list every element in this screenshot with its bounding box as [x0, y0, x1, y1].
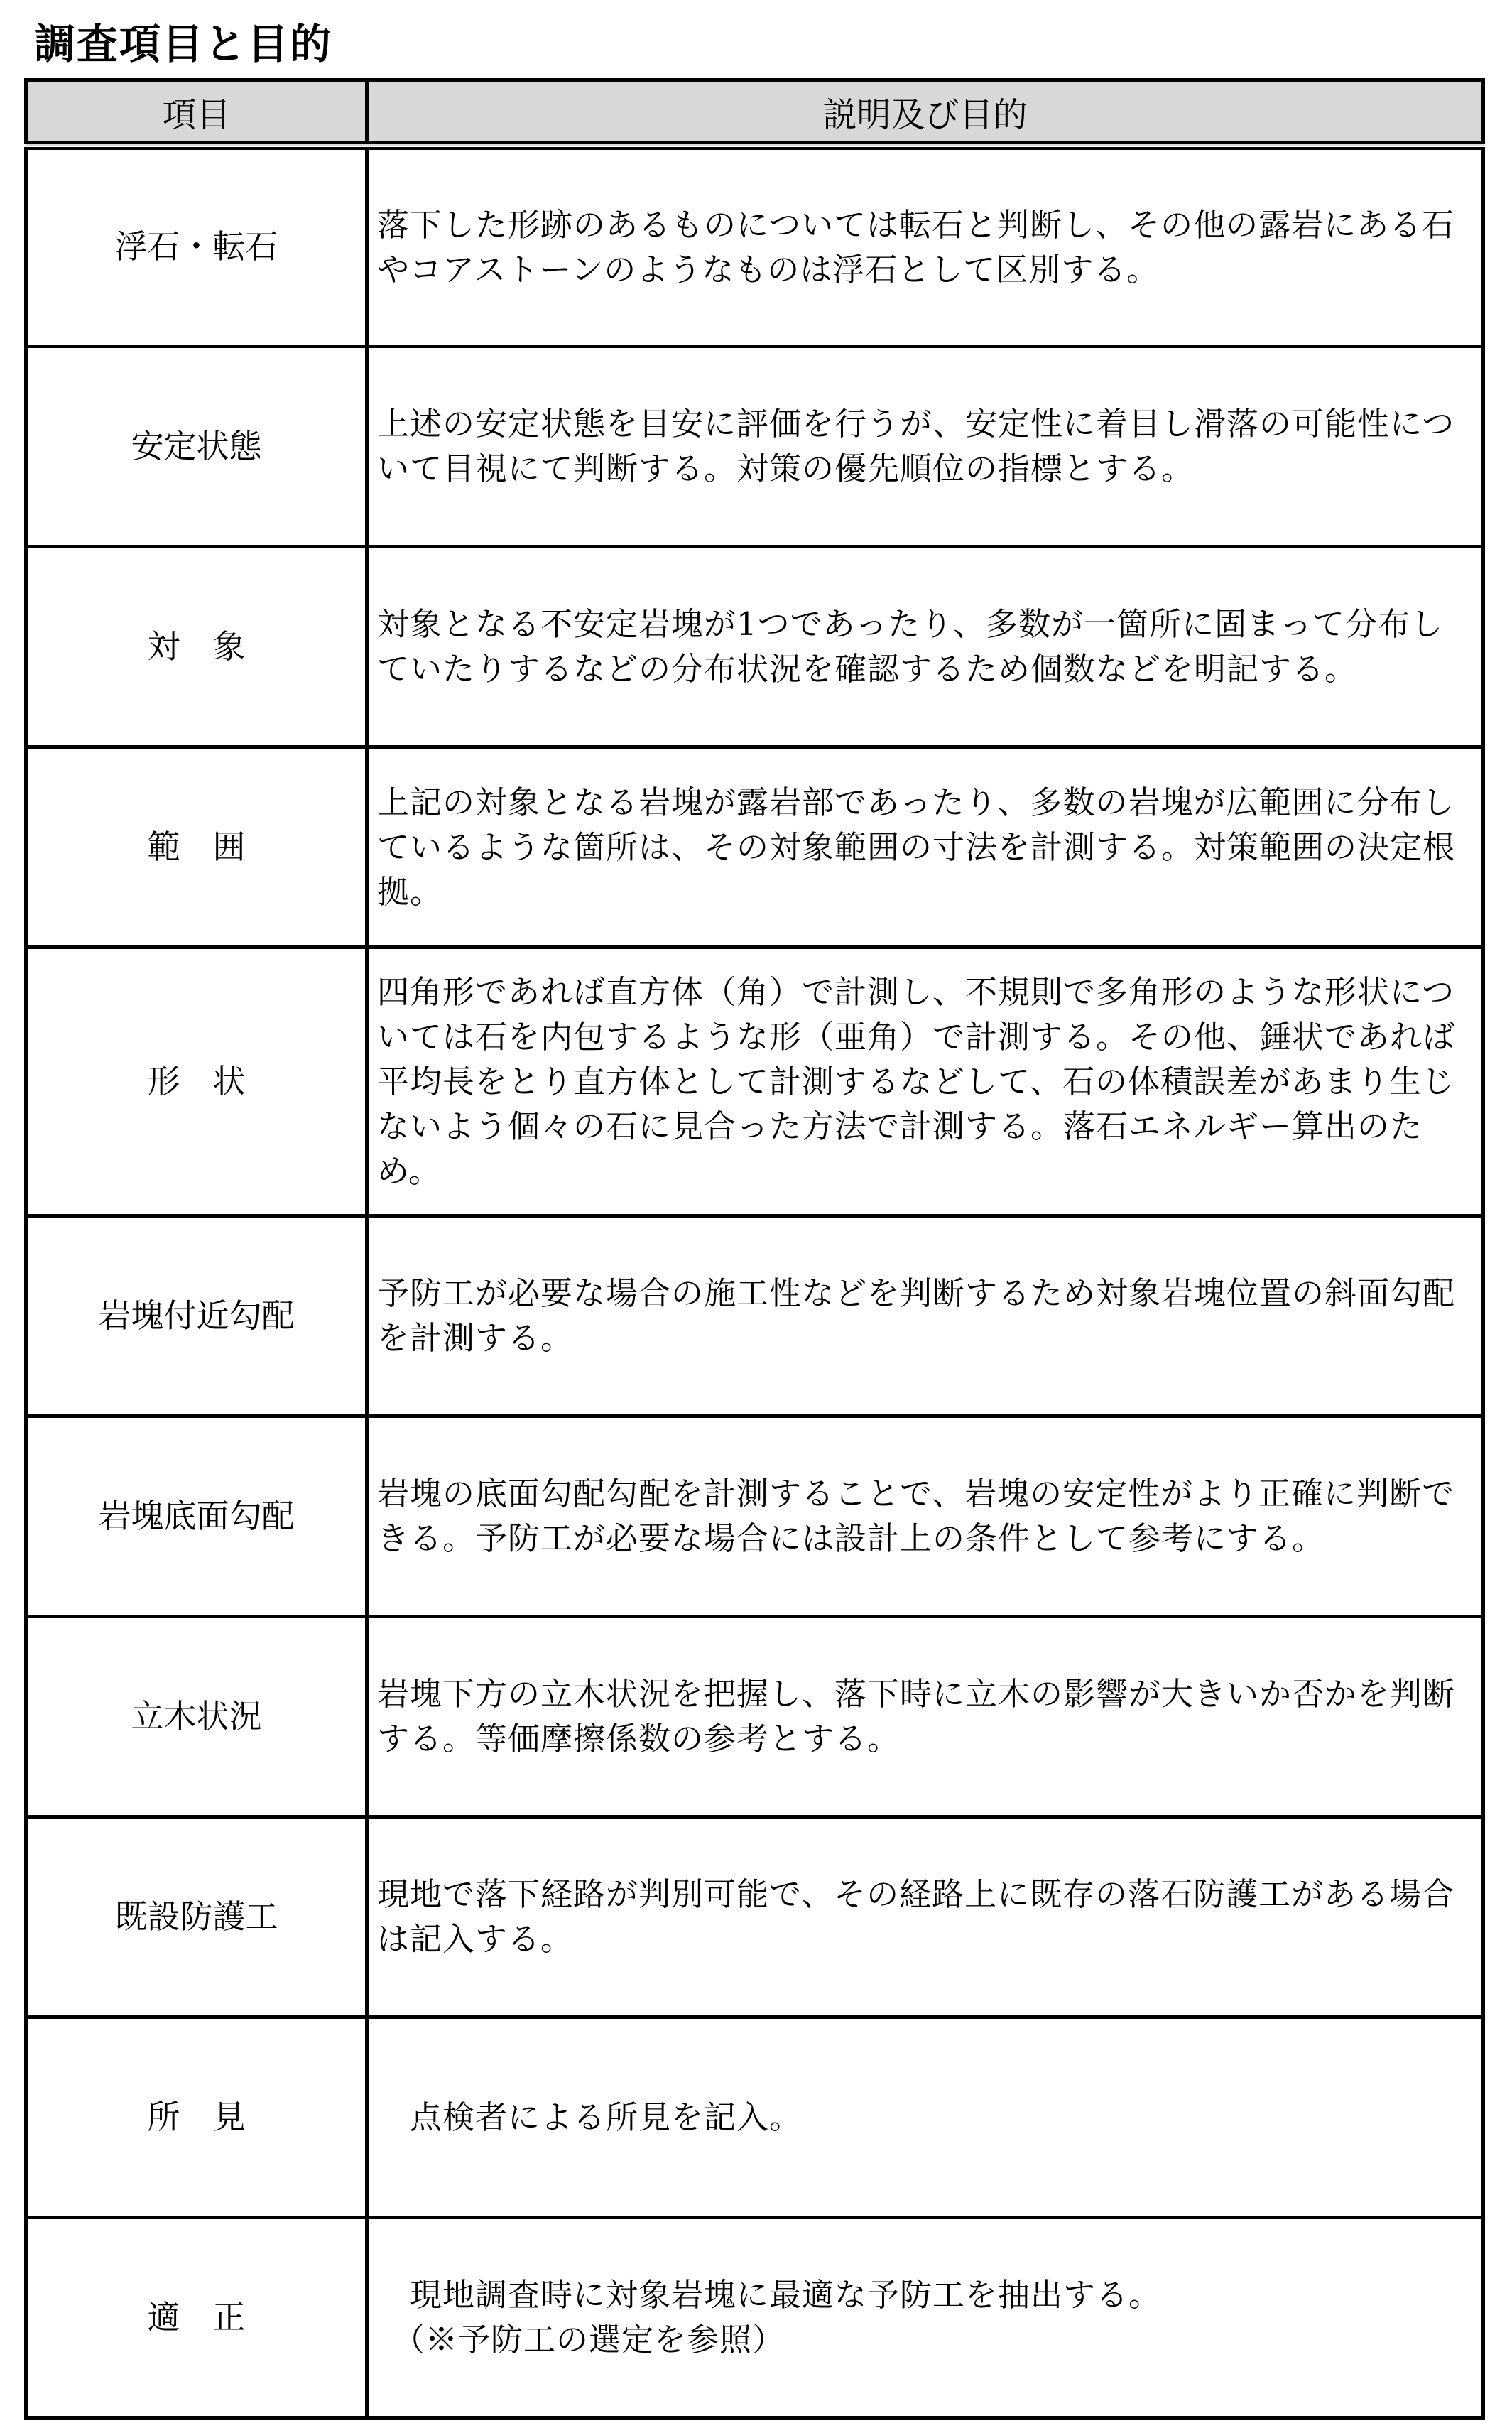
description-cell — [367, 2217, 1484, 2417]
description-cell: 現地で落下経路が判別可能で、その経路上に既存の落石防護工がある場合は記入する。 — [367, 1816, 1484, 2017]
table-row — [26, 1816, 1484, 2017]
item-cell: 岩塊底面勾配 — [26, 1416, 367, 1616]
item-cell: 対 象 — [26, 546, 367, 747]
description-cell — [367, 2017, 1484, 2217]
description-cell: 四角形であれば直方体（角）で計測し、不規則で多角形のような形状については石を内包するような形（亜角）で計測する。その他、錘状であれば平均長をとり直方体として計測するなどして、石の体積誤差があまり生じないよう個々の石に見合った方法で計測する。落石エネルギー算出のため。 — [367, 947, 1484, 1215]
table-row — [26, 546, 1484, 747]
item-cell: 岩塊付近勾配 — [26, 1215, 367, 1416]
table-row — [26, 1215, 1484, 1416]
item-cell: 形 状 — [26, 947, 367, 1215]
item-cell: 範 囲 — [26, 747, 367, 947]
item-cell: 浮石・転石 — [26, 146, 367, 346]
table-row — [26, 947, 1484, 1215]
description-cell: 岩塊下方の立木状況を把握し、落下時に立木の影響が大きいか否かを判断する。等価摩擦係数の参考とする。 — [367, 1616, 1484, 1816]
description-text: 現地調査時に対象岩塊に最適な予防工を抽出する。 — [410, 2276, 1162, 2314]
header-description: 説明及び目的 — [367, 80, 1484, 146]
header-item: 項目 — [26, 80, 367, 146]
item-cell: 適 正 — [26, 2217, 367, 2417]
page-title: 調査項目と目的 — [34, 20, 333, 68]
description-cell: 落下した形跡のあるものについては転石と判断し、その他の露岩にある石やコアストーンのようなものは浮石として区別する。 — [367, 146, 1484, 346]
item-cell: 所 見 — [26, 2017, 367, 2217]
survey-items-table — [24, 78, 1485, 2420]
description-cell: 岩塊の底面勾配勾配を計測することで、岩塊の安定性がより正確に判断できる。予防工が必要な場合には設計上の条件として参考にする。 — [367, 1416, 1484, 1616]
description-cell: 上述の安定状態を目安に評価を行うが、安定性に着目し滑落の可能性について目視にて判断する。対策の優先順位の指標とする。 — [367, 346, 1484, 546]
table-row — [26, 747, 1484, 947]
description-cell: 上記の対象となる岩塊が露岩部であったり、多数の岩塊が広範囲に分布しているような箇所は、その対象範囲の寸法を計測する。対策範囲の決定根拠。 — [367, 747, 1484, 947]
item-cell: 既設防護工 — [26, 1816, 367, 2017]
item-cell: 立木状況 — [26, 1616, 367, 1816]
table-row — [26, 1616, 1484, 1816]
item-cell: 安定状態 — [26, 346, 367, 546]
table-row — [26, 146, 1484, 346]
description-cell: 予防工が必要な場合の施工性などを判断するため対象岩塊位置の斜面勾配を計測する。 — [367, 1215, 1484, 1416]
description-note: （※予防工の選定を参照） — [393, 2321, 785, 2358]
table-row — [26, 2217, 1484, 2417]
description-text: 点検者による所見を記入。 — [410, 2098, 803, 2136]
table-row — [26, 346, 1484, 546]
description-cell: 対象となる不安定岩塊が1つであったり、多数が一箇所に固まって分布していたりするなどの分布状況を確認するため個数などを明記する。 — [367, 546, 1484, 747]
table-row — [26, 1416, 1484, 1616]
table-row — [26, 2017, 1484, 2217]
table-header-row — [26, 80, 1484, 146]
